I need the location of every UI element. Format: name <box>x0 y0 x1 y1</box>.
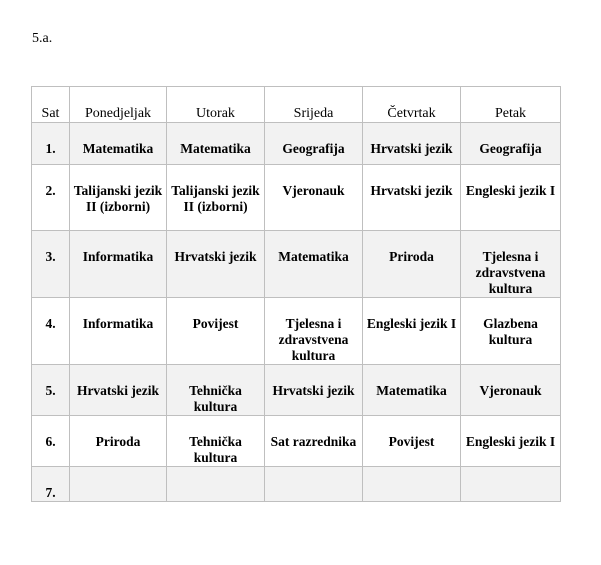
column-header-wednesday: Srijeda <box>265 87 363 123</box>
period-number: 4. <box>32 298 70 365</box>
column-header-friday: Petak <box>461 87 561 123</box>
lesson-cell: Sat razrednika <box>265 416 363 467</box>
lesson-cell: Informatika <box>70 231 167 298</box>
lesson-cell: Vjeronauk <box>265 165 363 231</box>
column-header-monday: Ponedjeljak <box>70 87 167 123</box>
lesson-cell <box>265 467 363 502</box>
lesson-cell: Hrvatski jezik <box>70 365 167 416</box>
table-row <box>32 365 561 416</box>
lesson-cell <box>461 467 561 502</box>
lesson-cell: Tehnička kultura <box>167 365 265 416</box>
timetable <box>31 86 561 502</box>
lesson-cell <box>70 467 167 502</box>
lesson-cell: Matematika <box>363 365 461 416</box>
lesson-cell <box>363 467 461 502</box>
lesson-cell: Engleski jezik I <box>461 416 561 467</box>
lesson-cell: Hrvatski jezik <box>167 231 265 298</box>
column-header-thursday: Četvrtak <box>363 87 461 123</box>
lesson-cell: Hrvatski jezik <box>363 123 461 165</box>
lesson-cell: Hrvatski jezik <box>363 165 461 231</box>
lesson-cell: Matematika <box>70 123 167 165</box>
table-row <box>32 416 561 467</box>
column-header-sat: Sat <box>32 87 70 123</box>
class-label: 5.a. <box>32 31 53 46</box>
lesson-cell: Priroda <box>70 416 167 467</box>
header-row <box>32 87 561 123</box>
table-row <box>32 123 561 165</box>
lesson-cell: Tehnička kultura <box>167 416 265 467</box>
lesson-cell: Informatika <box>70 298 167 365</box>
lesson-cell: Talijanski jezik II (izborni) <box>70 165 167 231</box>
lesson-cell: Hrvatski jezik <box>265 365 363 416</box>
table-row <box>32 298 561 365</box>
lesson-cell: Tjelesna i zdravstvena kultura <box>461 231 561 298</box>
lesson-cell: Matematika <box>167 123 265 165</box>
lesson-cell: Geografija <box>461 123 561 165</box>
lesson-cell: Engleski jezik I <box>461 165 561 231</box>
lesson-cell: Tjelesna i zdravstvena kultura <box>265 298 363 365</box>
lesson-cell: Povijest <box>363 416 461 467</box>
period-number: 5. <box>32 365 70 416</box>
period-number: 7. <box>32 467 70 502</box>
table-row <box>32 467 561 502</box>
period-number: 1. <box>32 123 70 165</box>
lesson-cell: Glazbena kultura <box>461 298 561 365</box>
lesson-cell: Engleski jezik I <box>363 298 461 365</box>
lesson-cell: Priroda <box>363 231 461 298</box>
lesson-cell: Talijanski jezik II (izborni) <box>167 165 265 231</box>
period-number: 3. <box>32 231 70 298</box>
lesson-cell: Povijest <box>167 298 265 365</box>
lesson-cell: Matematika <box>265 231 363 298</box>
period-number: 6. <box>32 416 70 467</box>
column-header-tuesday: Utorak <box>167 87 265 123</box>
period-number: 2. <box>32 165 70 231</box>
lesson-cell <box>167 467 265 502</box>
lesson-cell: Geografija <box>265 123 363 165</box>
lesson-cell: Vjeronauk <box>461 365 561 416</box>
table-row <box>32 165 561 231</box>
table-row <box>32 231 561 298</box>
